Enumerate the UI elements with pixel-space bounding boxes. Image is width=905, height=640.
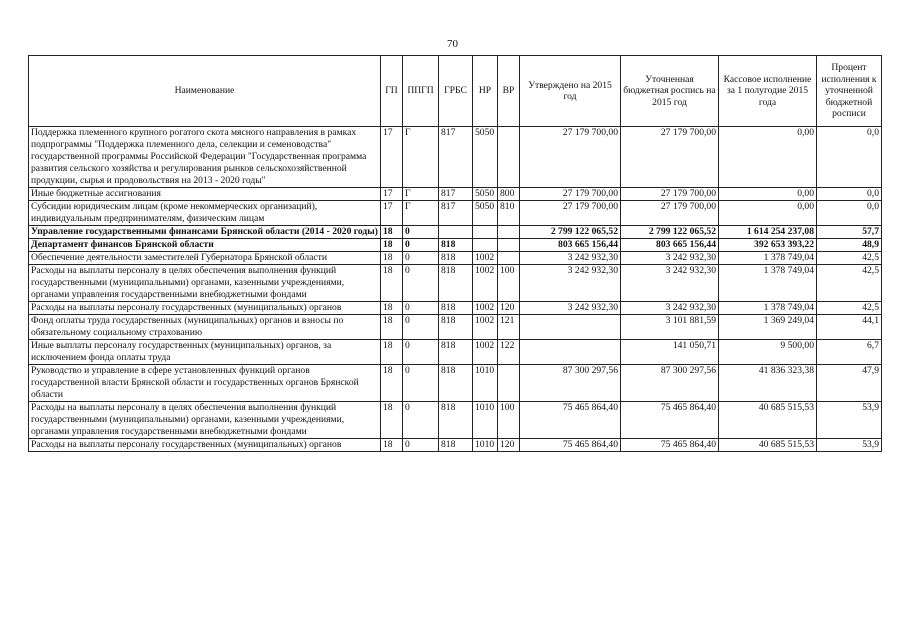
cell-cash: 0,00 bbox=[719, 188, 817, 201]
cell-refined: 27 179 700,00 bbox=[621, 127, 719, 188]
cell-vr: 100 bbox=[498, 265, 520, 302]
table-row bbox=[29, 402, 882, 439]
cell-grbs: 818 bbox=[439, 252, 473, 265]
cell-ppgp: 0 bbox=[403, 365, 439, 402]
cell-approved: 3 242 932,30 bbox=[520, 252, 621, 265]
cell-vr: 810 bbox=[498, 201, 520, 226]
cell-grbs: 818 bbox=[439, 340, 473, 365]
header-row bbox=[29, 56, 882, 127]
cell-approved bbox=[520, 315, 621, 340]
cell-gp: 18 bbox=[381, 315, 403, 340]
cell-grbs: 817 bbox=[439, 201, 473, 226]
cell-ppgp: 0 bbox=[403, 340, 439, 365]
cell-ppgp: Г bbox=[403, 127, 439, 188]
cell-name: Расходы на выплаты персоналу в целях обеспечения выполнения функций государственными (муниципальными) органами, казенными учреждениями, органами управления государственными внебюджетными фондами bbox=[29, 265, 381, 302]
cell-vr: 120 bbox=[498, 302, 520, 315]
cell-ppgp: 0 bbox=[403, 265, 439, 302]
cell-gp: 18 bbox=[381, 365, 403, 402]
cell-refined: 75 465 864,40 bbox=[621, 439, 719, 452]
table-row bbox=[29, 265, 882, 302]
cell-approved: 75 465 864,40 bbox=[520, 402, 621, 439]
cell-gp: 17 bbox=[381, 188, 403, 201]
col-header-grbs: ГРБС bbox=[439, 56, 473, 127]
cell-cash: 0,00 bbox=[719, 127, 817, 188]
cell-percent: 42,5 bbox=[817, 252, 882, 265]
cell-refined: 27 179 700,00 bbox=[621, 201, 719, 226]
table-row bbox=[29, 226, 882, 239]
table-row bbox=[29, 439, 882, 452]
cell-percent: 0,0 bbox=[817, 201, 882, 226]
cell-percent: 42,5 bbox=[817, 265, 882, 302]
cell-percent: 6,7 bbox=[817, 340, 882, 365]
cell-approved: 3 242 932,30 bbox=[520, 265, 621, 302]
cell-percent: 0,0 bbox=[817, 127, 882, 188]
cell-nr: 1010 bbox=[473, 439, 498, 452]
cell-nr: 1002 bbox=[473, 315, 498, 340]
cell-nr: 5050 bbox=[473, 201, 498, 226]
cell-grbs: 817 bbox=[439, 127, 473, 188]
cell-approved: 75 465 864,40 bbox=[520, 439, 621, 452]
cell-gp: 18 bbox=[381, 340, 403, 365]
cell-refined: 3 242 932,30 bbox=[621, 252, 719, 265]
cell-refined: 3 242 932,30 bbox=[621, 265, 719, 302]
col-header-approved: Утверждено на 2015 год bbox=[520, 56, 621, 127]
cell-vr: 121 bbox=[498, 315, 520, 340]
table-body bbox=[29, 127, 882, 452]
table-row bbox=[29, 127, 882, 188]
cell-cash: 9 500,00 bbox=[719, 340, 817, 365]
page-number: 70 bbox=[447, 38, 458, 50]
cell-ppgp: 0 bbox=[403, 252, 439, 265]
cell-percent: 44,1 bbox=[817, 315, 882, 340]
cell-vr: 800 bbox=[498, 188, 520, 201]
cell-name: Расходы на выплаты персоналу государственных (муниципальных) органов bbox=[29, 302, 381, 315]
cell-name: Поддержка племенного крупного рогатого скота мясного направления в рамках подпрограммы "Поддержка племенного дела, селекции и семеноводства" государственной программы Российской Федерации "Государственная программа развития сельского хозяйства и регулирования рынков сельскохозяйственной продукции, сырья и продовольствия на 2013 - 2020 годы" bbox=[29, 127, 381, 188]
cell-nr: 5050 bbox=[473, 188, 498, 201]
cell-ppgp: 0 bbox=[403, 226, 439, 239]
table-row bbox=[29, 201, 882, 226]
cell-approved: 27 179 700,00 bbox=[520, 201, 621, 226]
cell-approved: 3 242 932,30 bbox=[520, 302, 621, 315]
cell-approved: 2 799 122 065,52 bbox=[520, 226, 621, 239]
cell-cash: 1 378 749,04 bbox=[719, 302, 817, 315]
cell-cash: 1 378 749,04 bbox=[719, 265, 817, 302]
cell-cash: 40 685 515,53 bbox=[719, 402, 817, 439]
cell-vr bbox=[498, 226, 520, 239]
cell-name: Субсидии юридическим лицам (кроме некоммерческих организаций), индивидуальным предпринимателям, физическим лицам bbox=[29, 201, 381, 226]
cell-cash: 41 836 323,38 bbox=[719, 365, 817, 402]
cell-grbs bbox=[439, 226, 473, 239]
cell-grbs: 818 bbox=[439, 402, 473, 439]
col-header-gp: ГП bbox=[381, 56, 403, 127]
cell-nr bbox=[473, 239, 498, 252]
cell-nr: 1002 bbox=[473, 265, 498, 302]
table-row bbox=[29, 315, 882, 340]
cell-gp: 18 bbox=[381, 239, 403, 252]
cell-gp: 18 bbox=[381, 265, 403, 302]
col-header-percent: Процент исполнения к уточненной бюджетной росписи bbox=[817, 56, 882, 127]
cell-refined: 141 050,71 bbox=[621, 340, 719, 365]
cell-approved: 27 179 700,00 bbox=[520, 188, 621, 201]
cell-ppgp: 0 bbox=[403, 239, 439, 252]
cell-nr: 1010 bbox=[473, 365, 498, 402]
col-header-vr: ВР bbox=[498, 56, 520, 127]
cell-vr: 120 bbox=[498, 439, 520, 452]
table-row bbox=[29, 239, 882, 252]
col-header-nr: НР bbox=[473, 56, 498, 127]
cell-grbs: 817 bbox=[439, 188, 473, 201]
cell-percent: 42,5 bbox=[817, 302, 882, 315]
cell-cash: 1 378 749,04 bbox=[719, 252, 817, 265]
cell-percent: 53,9 bbox=[817, 439, 882, 452]
col-header-name: Наименование bbox=[29, 56, 381, 127]
cell-name: Иные выплаты персоналу государственных (муниципальных) органов, за исключением фонда оплаты труда bbox=[29, 340, 381, 365]
cell-vr: 100 bbox=[498, 402, 520, 439]
cell-refined: 87 300 297,56 bbox=[621, 365, 719, 402]
cell-approved: 27 179 700,00 bbox=[520, 127, 621, 188]
cell-gp: 17 bbox=[381, 127, 403, 188]
cell-cash: 1 614 254 237,08 bbox=[719, 226, 817, 239]
cell-vr: 122 bbox=[498, 340, 520, 365]
cell-ppgp: Г bbox=[403, 188, 439, 201]
cell-gp: 18 bbox=[381, 302, 403, 315]
cell-percent: 48,9 bbox=[817, 239, 882, 252]
cell-refined: 3 242 932,30 bbox=[621, 302, 719, 315]
cell-name: Управление государственными финансами Брянской области (2014 - 2020 годы) bbox=[29, 226, 381, 239]
cell-vr bbox=[498, 365, 520, 402]
cell-name: Фонд оплаты труда государственных (муниципальных) органов и взносы по обязательному социальному страхованию bbox=[29, 315, 381, 340]
col-header-cash: Кассовое исполнение за 1 полугодие 2015 года bbox=[719, 56, 817, 127]
cell-nr: 1010 bbox=[473, 402, 498, 439]
cell-refined: 3 101 881,59 bbox=[621, 315, 719, 340]
cell-gp: 18 bbox=[381, 252, 403, 265]
cell-percent: 47,9 bbox=[817, 365, 882, 402]
cell-cash: 1 369 249,04 bbox=[719, 315, 817, 340]
table-row bbox=[29, 340, 882, 365]
cell-vr bbox=[498, 127, 520, 188]
cell-grbs: 818 bbox=[439, 265, 473, 302]
cell-nr bbox=[473, 226, 498, 239]
cell-refined: 2 799 122 065,52 bbox=[621, 226, 719, 239]
cell-name: Расходы на выплаты персоналу в целях обеспечения выполнения функций государственными (муниципальными) органами, казенными учреждениями, органами управления государственными внебюджетными фондами bbox=[29, 402, 381, 439]
cell-nr: 5050 bbox=[473, 127, 498, 188]
cell-gp: 18 bbox=[381, 226, 403, 239]
cell-name: Руководство и управление в сфере установленных функций органов государственной власти Брянской области и государственных органов Брянской области bbox=[29, 365, 381, 402]
table-row bbox=[29, 365, 882, 402]
cell-percent: 57,7 bbox=[817, 226, 882, 239]
cell-vr bbox=[498, 239, 520, 252]
table-row bbox=[29, 302, 882, 315]
cell-name: Иные бюджетные ассигнования bbox=[29, 188, 381, 201]
cell-nr: 1002 bbox=[473, 302, 498, 315]
cell-approved: 803 665 156,44 bbox=[520, 239, 621, 252]
cell-ppgp: Г bbox=[403, 201, 439, 226]
table-row bbox=[29, 252, 882, 265]
cell-grbs: 818 bbox=[439, 302, 473, 315]
col-header-refined: Уточненная бюджетная роспись на 2015 год bbox=[621, 56, 719, 127]
cell-cash: 0,00 bbox=[719, 201, 817, 226]
cell-vr bbox=[498, 252, 520, 265]
cell-name: Расходы на выплаты персоналу государственных (муниципальных) органов bbox=[29, 439, 381, 452]
cell-gp: 17 bbox=[381, 201, 403, 226]
table-row bbox=[29, 188, 882, 201]
cell-grbs: 818 bbox=[439, 365, 473, 402]
cell-percent: 0,0 bbox=[817, 188, 882, 201]
cell-grbs: 818 bbox=[439, 239, 473, 252]
cell-approved bbox=[520, 340, 621, 365]
cell-ppgp: 0 bbox=[403, 439, 439, 452]
cell-cash: 40 685 515,53 bbox=[719, 439, 817, 452]
col-header-ppgp: ППГП bbox=[403, 56, 439, 127]
cell-refined: 803 665 156,44 bbox=[621, 239, 719, 252]
cell-ppgp: 0 bbox=[403, 402, 439, 439]
cell-grbs: 818 bbox=[439, 315, 473, 340]
budget-table bbox=[28, 55, 882, 452]
cell-ppgp: 0 bbox=[403, 315, 439, 340]
cell-ppgp: 0 bbox=[403, 302, 439, 315]
cell-name: Департамент финансов Брянской области bbox=[29, 239, 381, 252]
cell-refined: 75 465 864,40 bbox=[621, 402, 719, 439]
cell-cash: 392 653 393,22 bbox=[719, 239, 817, 252]
cell-gp: 18 bbox=[381, 402, 403, 439]
cell-approved: 87 300 297,56 bbox=[520, 365, 621, 402]
cell-nr: 1002 bbox=[473, 340, 498, 365]
cell-name: Обеспечение деятельности заместителей Губернатора Брянской области bbox=[29, 252, 381, 265]
cell-grbs: 818 bbox=[439, 439, 473, 452]
cell-nr: 1002 bbox=[473, 252, 498, 265]
cell-refined: 27 179 700,00 bbox=[621, 188, 719, 201]
cell-gp: 18 bbox=[381, 439, 403, 452]
cell-percent: 53,9 bbox=[817, 402, 882, 439]
